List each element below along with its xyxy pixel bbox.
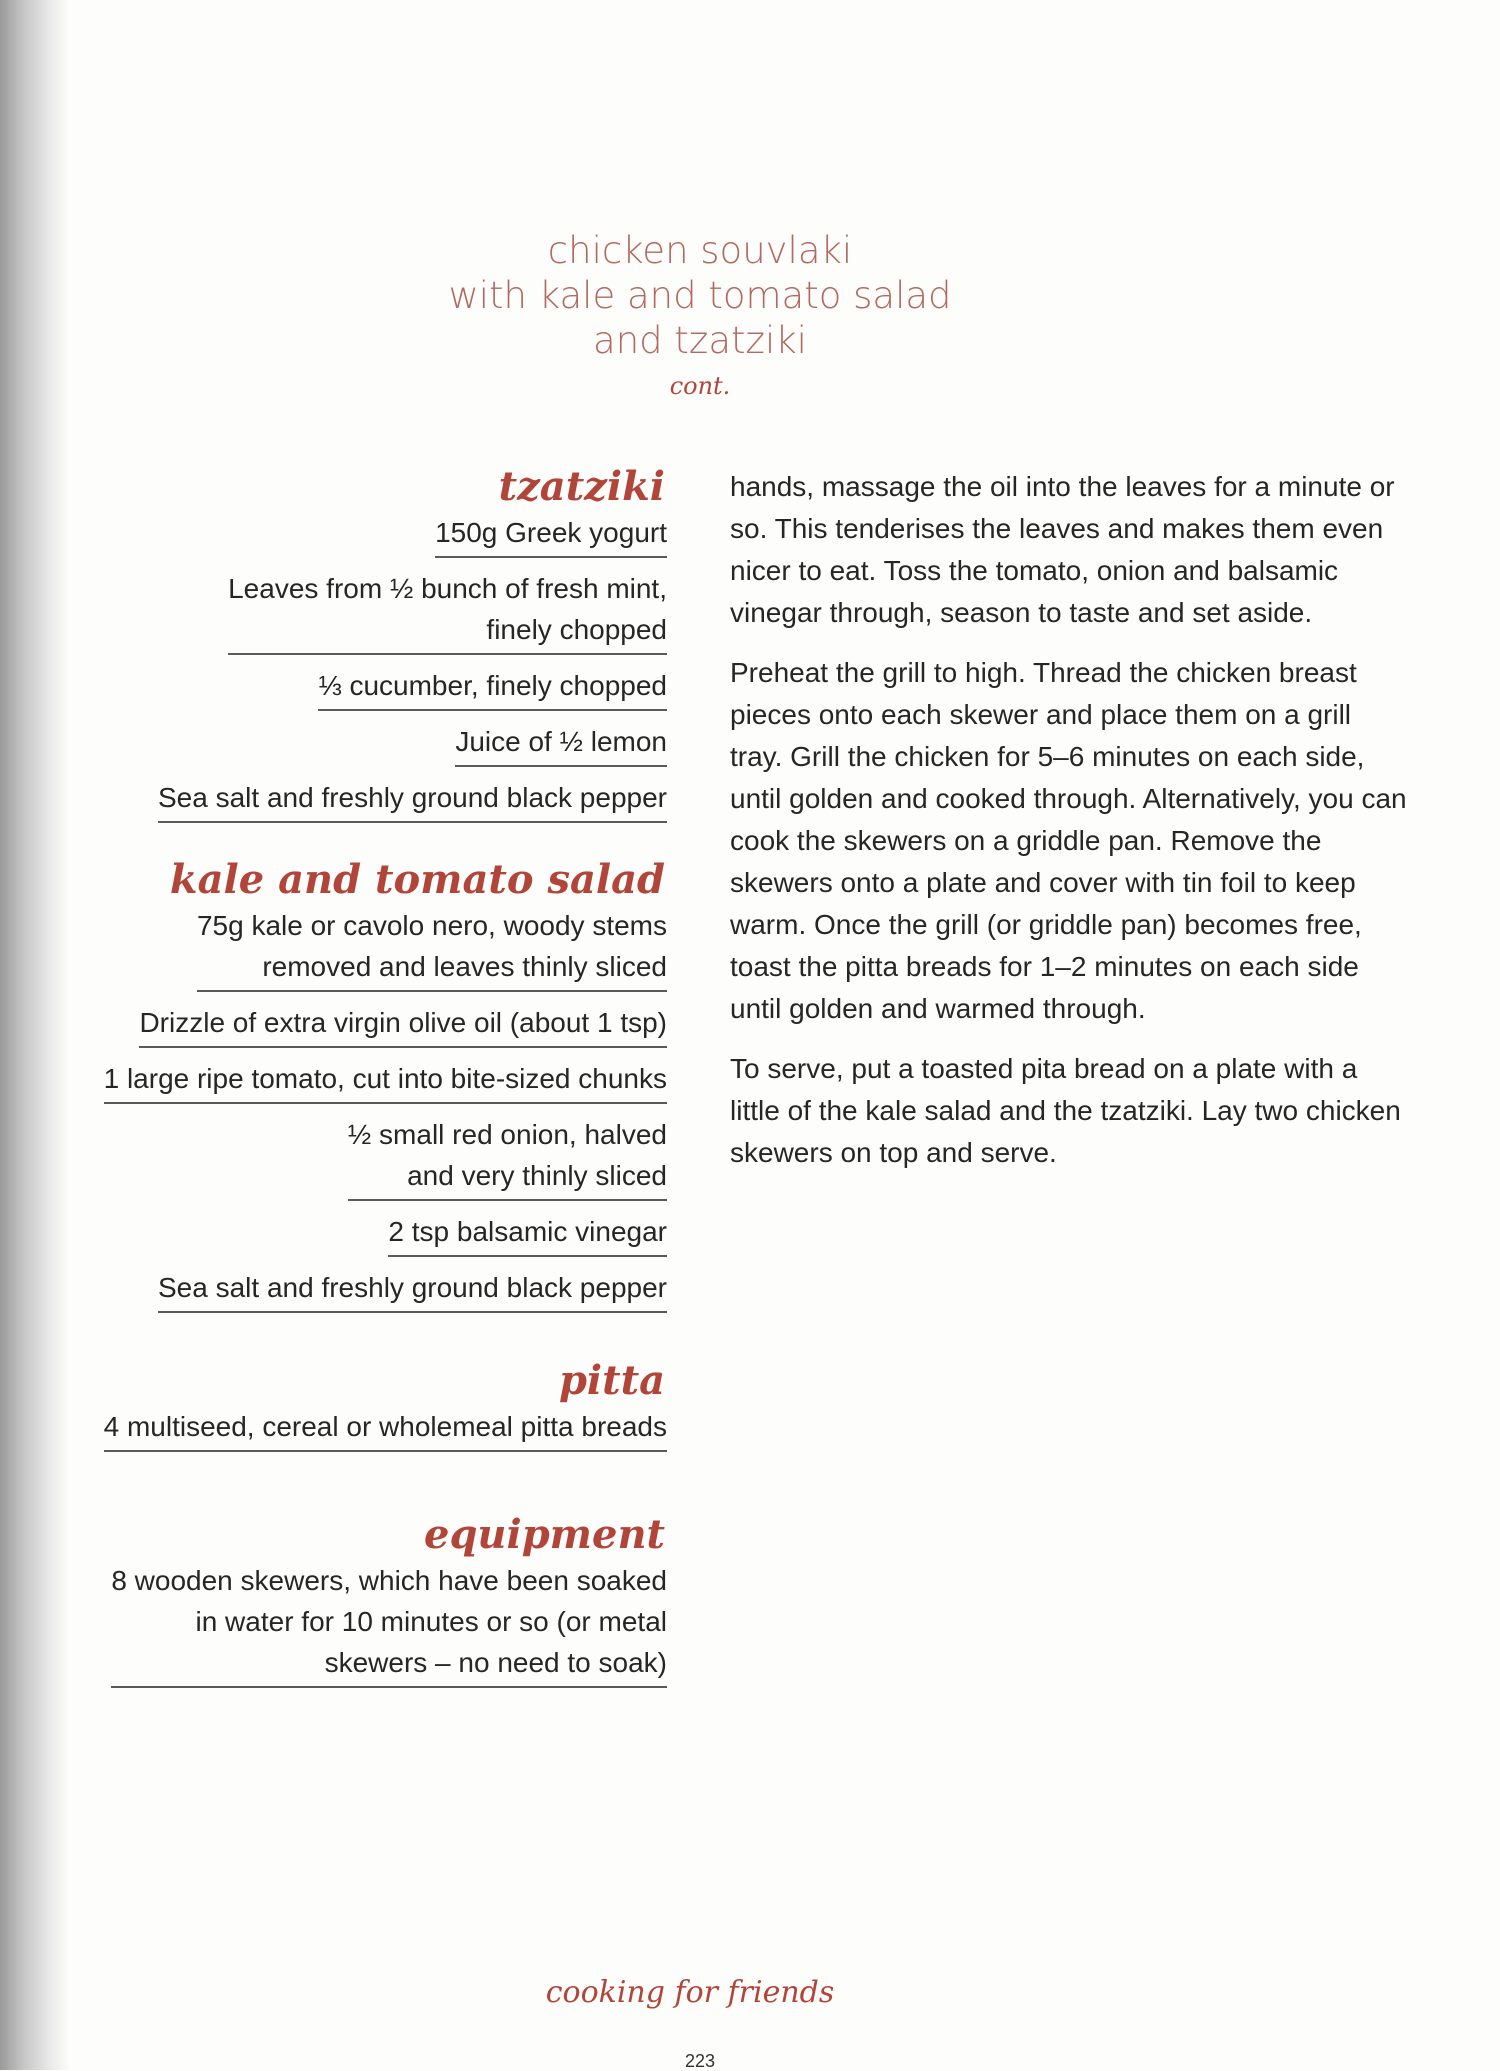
ingredient-item [62, 775, 667, 827]
salad-heading: kale and tomato salad [169, 856, 665, 903]
ingredient-item [62, 1056, 667, 1108]
ingredient-text: 150g Greek yogurt [435, 512, 667, 558]
ingredient-text: 75g kale or cavolo nero, woody stems removed and leaves thinly sliced [197, 905, 667, 992]
tzatziki-ingredient-list [62, 510, 667, 827]
method-paragraph-2: Preheat the grill to high. Thread the chicken breast pieces onto each skewer and place them on a grill tray. Grill the chicken for 5–6 minutes on each side, until golden and cooked through. Alternatively, you can cook the skewers on a griddle pan. Remove the skewers onto a plate and cover with tin foil to keep warm. Once the grill (or griddle pan) becomes free, toast the pitta breads for 1–2 minutes on each side until golden and warmed through. [730, 657, 1407, 1024]
pitta-ingredient-list [62, 1404, 667, 1456]
continued-label: cont. [669, 372, 731, 400]
equipment-item [62, 1558, 667, 1692]
ingredient-item [62, 1209, 667, 1261]
pitta-heading: pitta [558, 1357, 665, 1404]
ingredient-text: ½ small red onion, halved and very thinly sliced [348, 1114, 667, 1201]
ingredient-text: Juice of ½ lemon [455, 721, 667, 767]
equipment-section [62, 1512, 667, 1696]
ingredient-item [62, 1000, 667, 1052]
method-paragraph-1: hands, massage the oil into the leaves for a minute or so. This tenderises the leaves and makes them even nicer to eat. Toss the tomato, onion and balsamic vinegar through, season to taste and set aside. [730, 471, 1395, 628]
ingredient-item [62, 1112, 667, 1205]
title-line-3: and tzatziki [593, 319, 807, 362]
ingredient-item [62, 1404, 667, 1456]
pitta-section [62, 1358, 667, 1460]
title-line-2: with kale and tomato salad [448, 274, 952, 317]
method-paragraph-3: To serve, put a toasted pita bread on a plate with a little of the kale salad and the tzatziki. Lay two chicken skewers on top and serve. [730, 1053, 1401, 1168]
ingredient-text: 2 tsp balsamic vinegar [388, 1211, 667, 1257]
binding-shadow [0, 0, 70, 2070]
equipment-list [62, 1558, 667, 1692]
ingredient-item [62, 1265, 667, 1317]
ingredient-text: ⅓ cucumber, finely chopped [318, 665, 667, 711]
salad-ingredient-list [62, 903, 667, 1317]
ingredient-item [62, 663, 667, 715]
ingredient-text: Drizzle of extra virgin olive oil (about 1 tsp) [139, 1002, 667, 1048]
ingredient-item [62, 903, 667, 996]
salad-section [62, 857, 667, 1321]
title-line-1: chicken souvlaki [547, 229, 853, 272]
ingredient-item [62, 510, 667, 562]
method-column [730, 466, 1410, 1192]
ingredient-text: 1 large ripe tomato, cut into bite-sized chunks [104, 1058, 667, 1104]
equipment-text: 8 wooden skewers, which have been soaked in water for 10 minutes or so (or metal skewers – no need to soak) [111, 1560, 667, 1688]
tzatziki-heading: tzatziki [498, 463, 665, 510]
ingredient-text: Sea salt and freshly ground black pepper [158, 1267, 667, 1313]
ingredient-text: Sea salt and freshly ground black pepper [158, 777, 667, 823]
ingredient-item [62, 566, 667, 659]
ingredient-text: Leaves from ½ bunch of fresh mint, finely chopped [228, 568, 667, 655]
book-title-footer: cooking for friends [545, 1975, 835, 2010]
page-number: 223 [684, 2051, 716, 2071]
ingredient-item [62, 719, 667, 771]
tzatziki-section [62, 464, 667, 831]
ingredient-text: 4 multiseed, cereal or wholemeal pitta breads [104, 1406, 667, 1452]
recipe-title [350, 228, 1050, 401]
equipment-heading: equipment [424, 1511, 665, 1558]
